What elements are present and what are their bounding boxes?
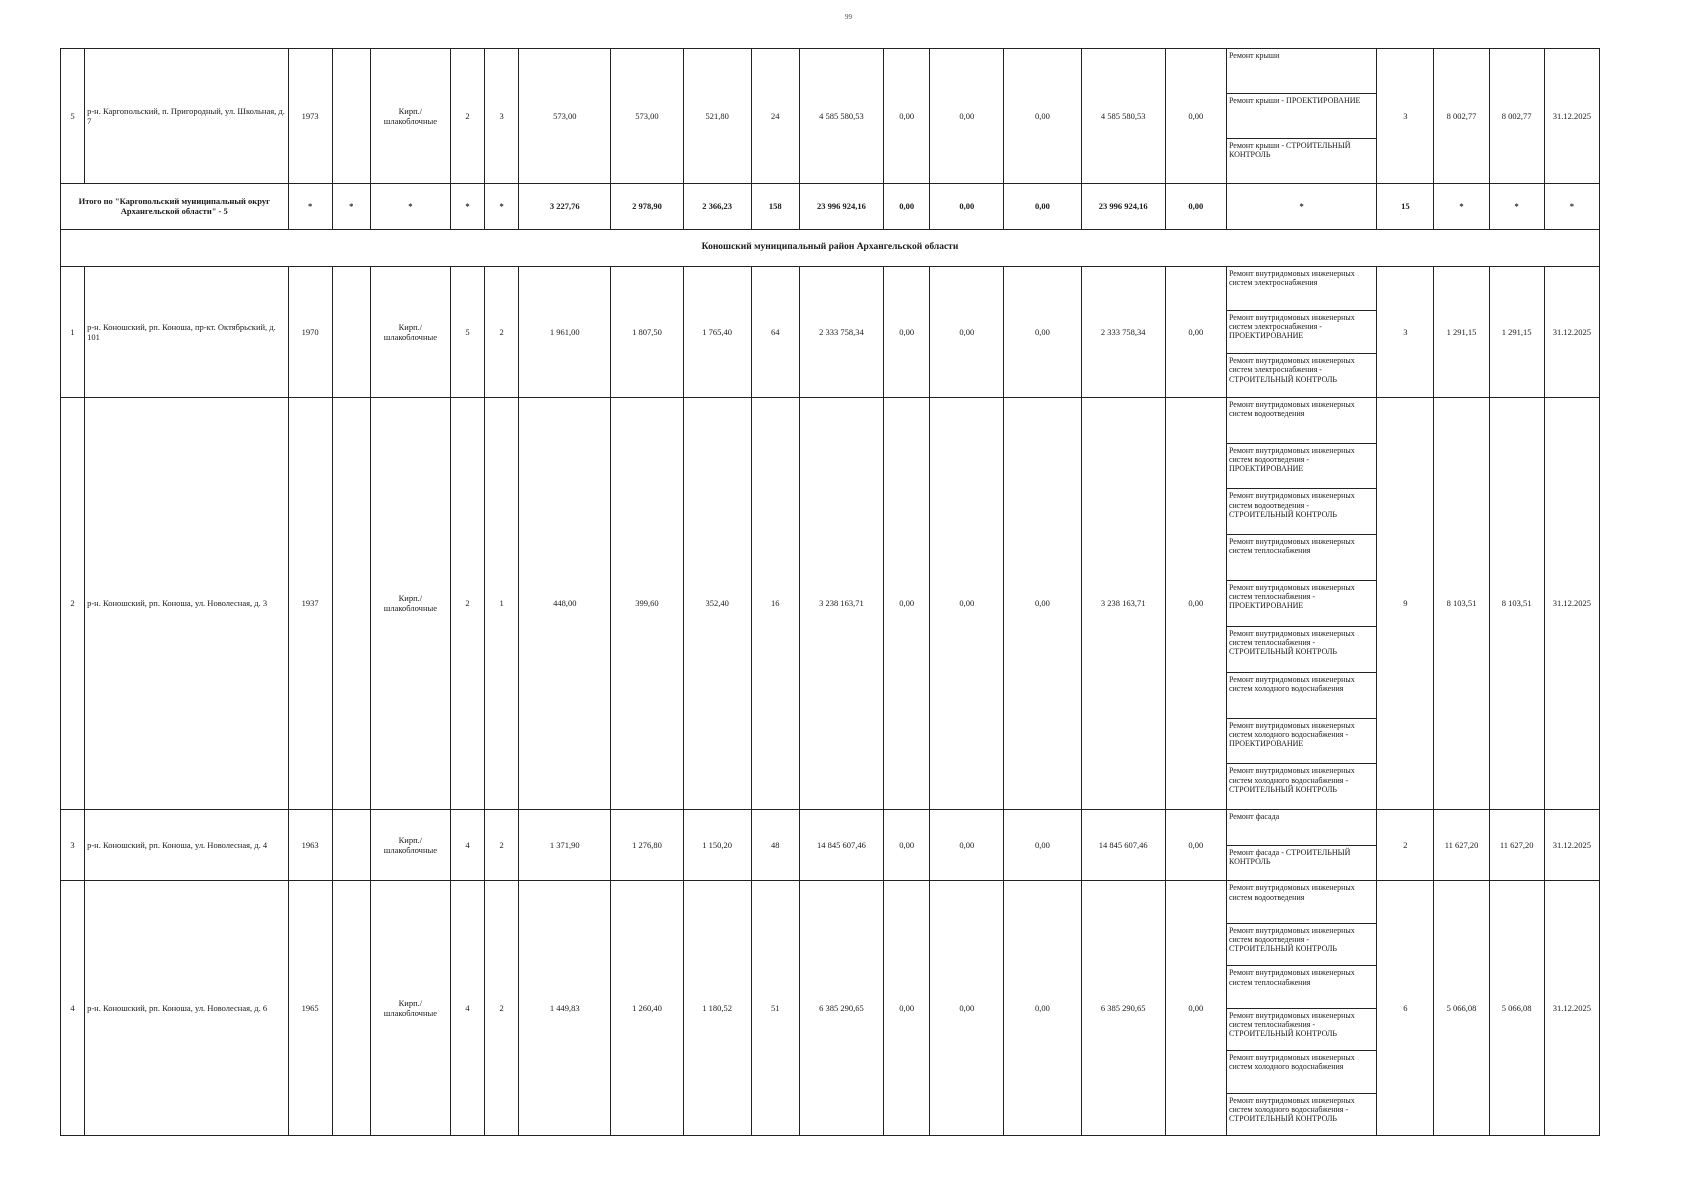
cell-deadline: 31.12.2025 — [1544, 49, 1599, 184]
cell-fund-owners: 3 238 163,71 — [1081, 397, 1165, 809]
works-cell — [1226, 49, 1376, 184]
cell-fund-regional: 0,00 — [930, 881, 1004, 1136]
cell-star: * — [1489, 183, 1544, 229]
cell-cost-total: 14 845 607,46 — [799, 810, 883, 881]
cell-year: 1965 — [288, 881, 332, 1136]
cell-fund-local: 0,00 — [1004, 267, 1081, 398]
work-item — [1227, 627, 1376, 673]
cell-num: 5 — [61, 49, 85, 184]
cell-entrances: 2 — [485, 810, 519, 881]
cell-cost-total: 6 385 290,65 — [799, 881, 883, 1136]
cell-fund-owners: 2 333 758,34 — [1081, 267, 1165, 398]
table-row — [61, 49, 1600, 184]
cell-works-count: 6 — [1377, 881, 1434, 1136]
cell-fund-federal: 0,00 — [884, 810, 930, 881]
cell-year: 1937 — [288, 397, 332, 809]
work-item — [1227, 924, 1376, 966]
work-item — [1227, 1094, 1376, 1135]
cell-commission — [332, 397, 370, 809]
cell-fund-federal: 0,00 — [884, 397, 930, 809]
work-item — [1227, 444, 1376, 490]
work-item-text: Ремонт внутридомовых инженерных систем водоотведения - СТРОИТЕЛЬНЫЙ КОНТРОЛЬ — [1228, 925, 1355, 954]
work-item — [1227, 354, 1376, 397]
work-item-text: Ремонт внутридомовых инженерных систем водоотведения - ПРОЕКТИРОВАНИЕ — [1228, 445, 1355, 473]
cell-address: р-н. Коношский, рп. Коноша, ул. Новолесная, д. 4 — [85, 810, 289, 881]
cell-fund-other: 0,00 — [1165, 267, 1226, 398]
work-item — [1227, 673, 1376, 719]
work-item-text: Ремонт внутридомовых инженерных систем холодного водоснабжения — [1228, 1053, 1355, 1072]
work-item-text: Ремонт внутридомовых инженерных систем холодного водоснабжения - СТРОИТЕЛЬНЫЙ КОНТРОЛЬ — [1228, 1095, 1355, 1123]
work-item — [1227, 398, 1376, 444]
work-item-text: Ремонт крыши - СТРОИТЕЛЬНЫЙ КОНТРОЛЬ — [1228, 140, 1351, 160]
cell-entrances: 2 — [485, 881, 519, 1136]
work-item — [1227, 966, 1376, 1008]
cell-works-count: 15 — [1377, 183, 1434, 229]
cell-year: 1970 — [288, 267, 332, 398]
repair-program-table — [60, 48, 1600, 1136]
cell-floors: 2 — [450, 49, 484, 184]
works-list — [1227, 49, 1376, 183]
cell-area-all: 2 978,90 — [611, 183, 683, 229]
cell-unit-limit: 8 002,77 — [1489, 49, 1544, 184]
cell-fund-other: 0,00 — [1165, 810, 1226, 881]
cell-area-living: 2 366,23 — [683, 183, 751, 229]
cell-works-count: 3 — [1377, 49, 1434, 184]
cell-unit-cost: 11 627,20 — [1434, 810, 1489, 881]
cell-cost-total: 23 996 924,16 — [799, 183, 883, 229]
cell-unit-cost: 5 066,08 — [1434, 881, 1489, 1136]
cell-fund-local: 0,00 — [1004, 49, 1081, 184]
work-item-text: Ремонт крыши — [1228, 51, 1280, 60]
works-cell — [1226, 397, 1376, 809]
cell-star: * — [1544, 183, 1599, 229]
work-item — [1227, 581, 1376, 627]
cell-area-total: 573,00 — [519, 49, 611, 184]
table-row — [61, 267, 1600, 398]
work-item — [1227, 810, 1376, 846]
work-item — [1227, 1051, 1376, 1093]
subtotal-row — [61, 183, 1600, 229]
cell-star: * — [332, 183, 370, 229]
work-item — [1227, 311, 1376, 355]
cell-fund-owners: 4 585 580,53 — [1081, 49, 1165, 184]
cell-num: 2 — [61, 397, 85, 809]
cell-unit-cost: 1 291,15 — [1434, 267, 1489, 398]
work-item — [1227, 94, 1376, 139]
cell-residents: 51 — [751, 881, 799, 1136]
cell-star: * — [1434, 183, 1489, 229]
work-item-text: Ремонт внутридомовых инженерных систем водоотведения — [1228, 883, 1355, 902]
works-cell — [1226, 267, 1376, 398]
cell-fund-owners: 14 845 607,46 — [1081, 810, 1165, 881]
cell-unit-cost: 8 002,77 — [1434, 49, 1489, 184]
cell-fund-other: 0,00 — [1165, 49, 1226, 184]
work-item-text: Ремонт фасада - СТРОИТЕЛЬНЫЙ КОНТРОЛЬ — [1228, 847, 1351, 867]
section-title: Коношский муниципальный район Архангельской области — [61, 229, 1600, 266]
cell-year: 1963 — [288, 810, 332, 881]
cell-fund-other: 0,00 — [1165, 183, 1226, 229]
cell-commission — [332, 267, 370, 398]
cell-area-all: 1 807,50 — [611, 267, 683, 398]
cell-material: Кирп./ шлакоблочные — [370, 397, 450, 809]
work-item-text: Ремонт внутридомовых инженерных систем теплоснабжения - ПРОЕКТИРОВАНИЕ — [1228, 583, 1355, 611]
work-item — [1227, 719, 1376, 765]
work-item-text: Ремонт внутридомовых инженерных систем теплоснабжения - СТРОИТЕЛЬНЫЙ КОНТРОЛЬ — [1228, 1010, 1355, 1039]
work-item-text: Ремонт внутридомовых инженерных систем электроснабжения — [1228, 269, 1355, 288]
cell-star: * — [1226, 183, 1376, 229]
cell-area-total: 448,00 — [519, 397, 611, 809]
table-row — [61, 397, 1600, 809]
cell-commission — [332, 881, 370, 1136]
page-number: 99 — [845, 13, 852, 21]
cell-cost-total: 3 238 163,71 — [799, 397, 883, 809]
cell-unit-limit: 5 066,08 — [1489, 881, 1544, 1136]
work-item — [1227, 535, 1376, 581]
work-item — [1227, 1009, 1376, 1051]
cell-unit-limit: 1 291,15 — [1489, 267, 1544, 398]
cell-fund-other: 0,00 — [1165, 397, 1226, 809]
cell-residents: 158 — [751, 183, 799, 229]
work-item-text: Ремонт внутридомовых инженерных систем холодного водоснабжения - ПРОЕКТИРОВАНИЕ — [1228, 720, 1355, 748]
cell-star: * — [370, 183, 450, 229]
cell-entrances: 1 — [485, 397, 519, 809]
cell-residents: 48 — [751, 810, 799, 881]
works-list — [1227, 267, 1376, 397]
cell-material: Кирп./ шлакоблочные — [370, 49, 450, 184]
works-cell — [1226, 881, 1376, 1136]
work-item — [1227, 139, 1376, 183]
cell-star: * — [485, 183, 519, 229]
works-list — [1227, 881, 1376, 1135]
cell-fund-regional: 0,00 — [930, 267, 1004, 398]
cell-unit-limit: 8 103,51 — [1489, 397, 1544, 809]
works-list — [1227, 398, 1376, 809]
cell-material: Кирп./ шлакоблочные — [370, 267, 450, 398]
cell-num: 3 — [61, 810, 85, 881]
subtotal-label: Итого по "Каргопольский муниципальный округ Архангельской области" - 5 — [61, 183, 289, 229]
cell-residents: 16 — [751, 397, 799, 809]
work-item-text: Ремонт внутридомовых инженерных систем водоотведения — [1228, 399, 1355, 418]
work-item-text: Ремонт внутридомовых инженерных систем теплоснабжения — [1228, 968, 1355, 987]
cell-star: * — [450, 183, 484, 229]
work-item-text: Ремонт внутридомовых инженерных систем холодного водоснабжения — [1228, 674, 1355, 693]
cell-area-all: 399,60 — [611, 397, 683, 809]
cell-area-total: 1 371,90 — [519, 810, 611, 881]
cell-entrances: 3 — [485, 49, 519, 184]
cell-area-all: 1 260,40 — [611, 881, 683, 1136]
work-item-text: Ремонт внутридомовых инженерных систем теплоснабжения - СТРОИТЕЛЬНЫЙ КОНТРОЛЬ — [1228, 628, 1355, 657]
cell-year: 1973 — [288, 49, 332, 184]
work-item-text: Ремонт внутридомовых инженерных систем водоотведения - СТРОИТЕЛЬНЫЙ КОНТРОЛЬ — [1228, 491, 1355, 519]
cell-fund-federal: 0,00 — [884, 881, 930, 1136]
work-item — [1227, 267, 1376, 311]
cell-area-living: 1 180,52 — [683, 881, 751, 1136]
work-item — [1227, 846, 1376, 881]
work-item-text: Ремонт внутридомовых инженерных систем холодного водоснабжения - СТРОИТЕЛЬНЫЙ КОНТРОЛЬ — [1228, 766, 1355, 794]
work-item — [1227, 881, 1376, 923]
cell-fund-other: 0,00 — [1165, 881, 1226, 1136]
cell-cost-total: 4 585 580,53 — [799, 49, 883, 184]
cell-floors: 4 — [450, 810, 484, 881]
cell-fund-regional: 0,00 — [930, 49, 1004, 184]
cell-fund-local: 0,00 — [1004, 183, 1081, 229]
cell-floors: 2 — [450, 397, 484, 809]
works-cell — [1226, 810, 1376, 881]
work-item-text: Ремонт внутридомовых инженерных систем электроснабжения - СТРОИТЕЛЬНЫЙ КОНТРОЛЬ — [1228, 356, 1355, 384]
cell-fund-owners: 6 385 290,65 — [1081, 881, 1165, 1136]
cell-fund-local: 0,00 — [1004, 397, 1081, 809]
cell-residents: 64 — [751, 267, 799, 398]
cell-fund-local: 0,00 — [1004, 810, 1081, 881]
work-item-text: Ремонт фасада — [1228, 812, 1280, 822]
cell-unit-cost: 8 103,51 — [1434, 397, 1489, 809]
cell-area-all: 1 276,80 — [611, 810, 683, 881]
cell-fund-federal: 0,00 — [884, 267, 930, 398]
cell-floors: 5 — [450, 267, 484, 398]
cell-commission — [332, 49, 370, 184]
cell-works-count: 9 — [1377, 397, 1434, 809]
cell-fund-regional: 0,00 — [930, 810, 1004, 881]
cell-num: 1 — [61, 267, 85, 398]
cell-residents: 24 — [751, 49, 799, 184]
work-item — [1227, 489, 1376, 535]
cell-area-living: 1 765,40 — [683, 267, 751, 398]
work-item-text: Ремонт внутридомовых инженерных систем теплоснабжения — [1228, 537, 1355, 556]
cell-deadline: 31.12.2025 — [1544, 397, 1599, 809]
cell-address: р-н. Коношский, рп. Коноша, ул. Новолесная, д. 6 — [85, 881, 289, 1136]
cell-material: Кирп./ шлакоблочные — [370, 881, 450, 1136]
section-header-row — [61, 229, 1600, 266]
cell-num: 4 — [61, 881, 85, 1136]
cell-area-living: 1 150,20 — [683, 810, 751, 881]
work-item — [1227, 49, 1376, 94]
cell-works-count: 2 — [1377, 810, 1434, 881]
cell-floors: 4 — [450, 881, 484, 1136]
cell-area-living: 521,80 — [683, 49, 751, 184]
table-row — [61, 810, 1600, 881]
cell-area-total: 3 227,76 — [519, 183, 611, 229]
cell-cost-total: 2 333 758,34 — [799, 267, 883, 398]
cell-fund-federal: 0,00 — [884, 49, 930, 184]
cell-commission — [332, 810, 370, 881]
cell-star: * — [288, 183, 332, 229]
work-item-text: Ремонт внутридомовых инженерных систем электроснабжения - ПРОЕКТИРОВАНИЕ — [1228, 312, 1355, 341]
work-item — [1227, 764, 1376, 809]
cell-area-total: 1 961,00 — [519, 267, 611, 398]
work-item-text: Ремонт крыши - ПРОЕКТИРОВАНИЕ — [1228, 95, 1361, 105]
cell-fund-owners: 23 996 924,16 — [1081, 183, 1165, 229]
cell-material: Кирп./ шлакоблочные — [370, 810, 450, 881]
cell-works-count: 3 — [1377, 267, 1434, 398]
works-list — [1227, 810, 1376, 880]
cell-entrances: 2 — [485, 267, 519, 398]
cell-fund-regional: 0,00 — [930, 397, 1004, 809]
cell-fund-regional: 0,00 — [930, 183, 1004, 229]
cell-address: р-н. Коношский, рп. Коноша, пр-кт. Октябрьский, д. 101 — [85, 267, 289, 398]
cell-address: р-н. Каргопольский, п. Пригородный, ул. Школьная, д. 7 — [85, 49, 289, 184]
table-row — [61, 881, 1600, 1136]
cell-deadline: 31.12.2025 — [1544, 881, 1599, 1136]
cell-address: р-н. Коношский, рп. Коноша, ул. Новолесная, д. 3 — [85, 397, 289, 809]
cell-fund-federal: 0,00 — [884, 183, 930, 229]
cell-area-living: 352,40 — [683, 397, 751, 809]
cell-area-total: 1 449,83 — [519, 881, 611, 1136]
cell-deadline: 31.12.2025 — [1544, 267, 1599, 398]
cell-deadline: 31.12.2025 — [1544, 810, 1599, 881]
cell-unit-limit: 11 627,20 — [1489, 810, 1544, 881]
cell-fund-local: 0,00 — [1004, 881, 1081, 1136]
cell-area-all: 573,00 — [611, 49, 683, 184]
